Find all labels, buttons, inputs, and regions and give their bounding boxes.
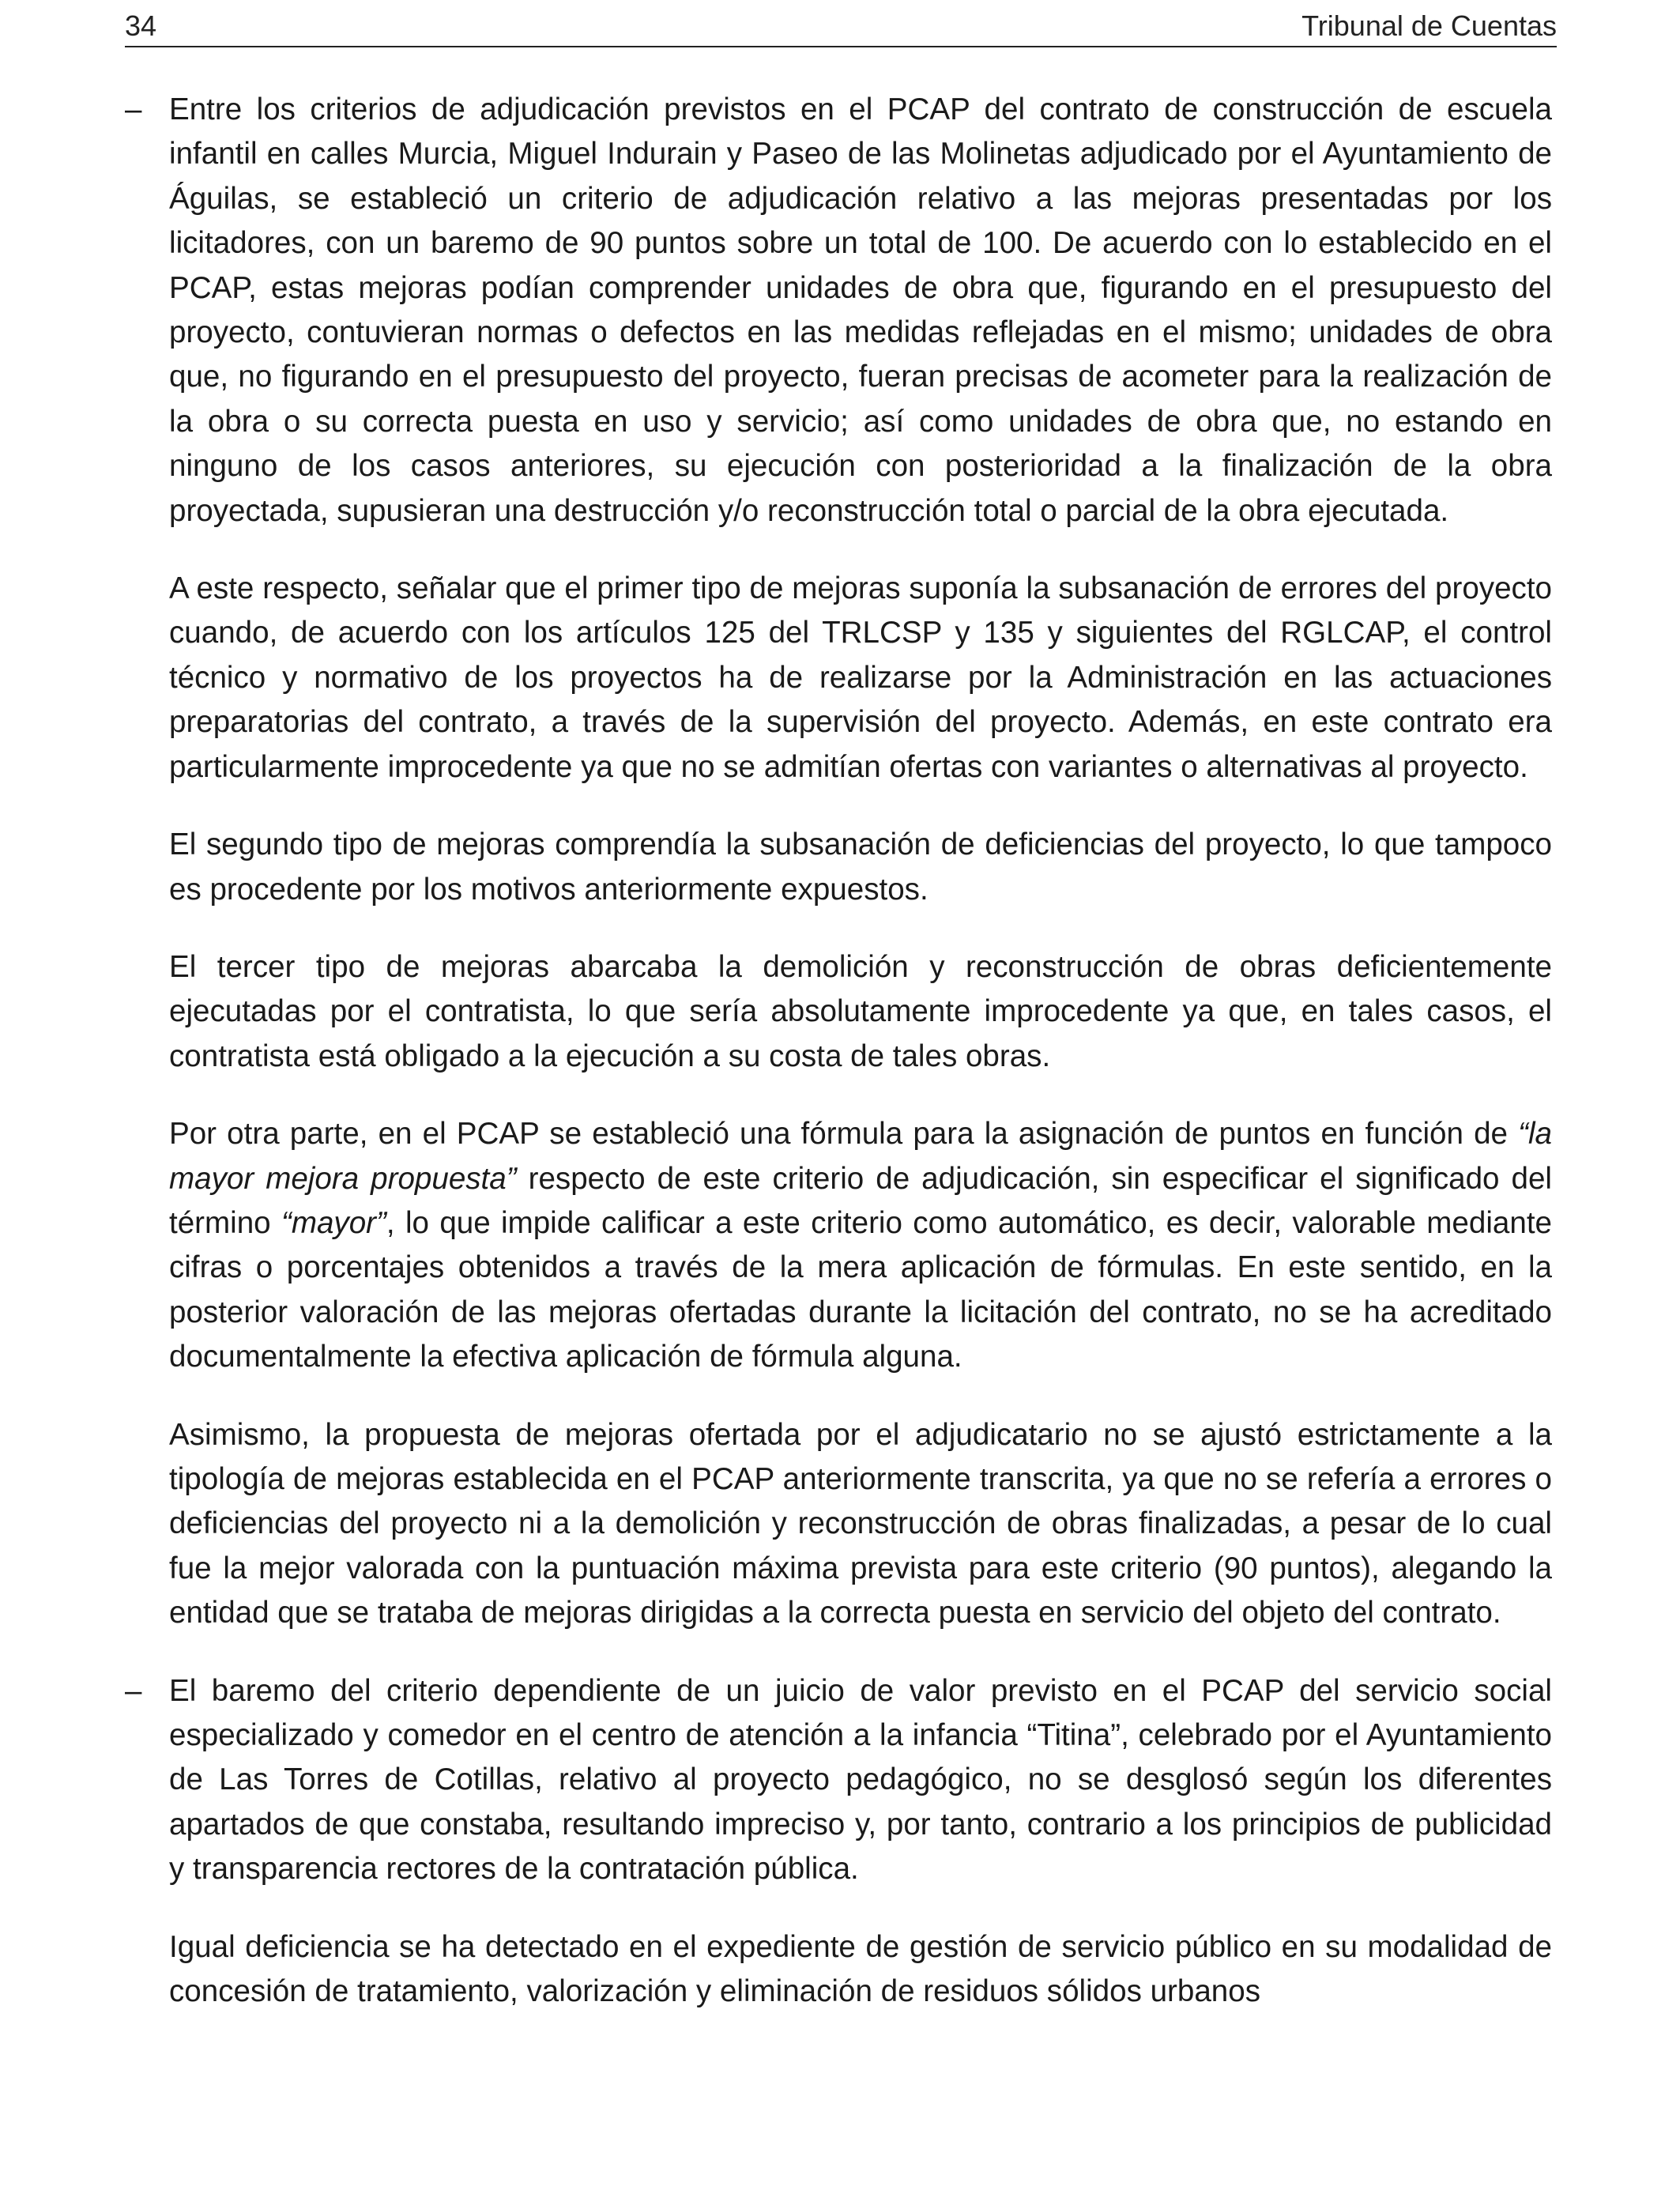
publisher-name: Tribunal de Cuentas (1301, 9, 1557, 42)
dash-bullet-icon: – (125, 1673, 142, 1708)
dash-bullet-icon: – (125, 92, 142, 126)
page-number: 34 (125, 9, 157, 42)
paragraph-formula (169, 1112, 1552, 1379)
bullet-item-text: Entre los criterios de adjudicación previstos en el PCAP del contrato de construcción de escuela infantil en calles Murcia, Miguel Indurain y Paseo de las Molinetas adjudicado por el Ayuntamiento de Águilas, se estableció un criterio de adjudicación relativo a las mejoras presentadas por los licitadores, con un baremo de 90 puntos sobre un total de 100. De acuerdo con lo establecido en el PCAP, estas mejoras podían comprender unidades de obra que, figurando en el presupuesto del proyecto, contuvieran normas o defectos en las medidas reflejadas en el mismo; unidades de obra que, no figurando en el presupuesto del proyecto, fueran precisas de acometer para la realización de la obra o su correcta puesta en uso y servicio; así como unidades de obra que, no estando en ninguno de los casos anteriores, su ejecución con posterioridad a la finalización de la obra proyectada, supusieran una destrucción y/o reconstrucción total o parcial de la obra ejecutada. (169, 92, 1552, 528)
paragraph-text: , lo que impide calificar a este criterio como automático, es decir, valorable mediante cifras o porcentajes obtenidos a través de la mera aplicación de fórmulas. En este sentido, en la posterior valoración de las mejoras ofertadas durante la licitación del contrato, no se ha acreditado documentalmente la efectiva aplicación de fórmula alguna. (169, 1205, 1552, 1374)
quoted-italic-term: “mayor” (281, 1205, 386, 1240)
page-header (125, 6, 1557, 47)
paragraph: El tercer tipo de mejoras abarcaba la demolición y reconstrucción de obras deficientemente ejecutadas por el contratista, lo que sería absolutamente improcedente ya que, en tales casos, el contratista está obligado a la ejecución a su costa de tales obras. (169, 949, 1552, 1073)
bullet-item-1 (125, 88, 1552, 533)
paragraph: El segundo tipo de mejoras comprendía la subsanación de deficiencias del proyecto, lo que tampoco es procedente por los motivos anteriormente expuestos. (169, 827, 1552, 907)
paragraph-text: Por otra parte, en el PCAP se estableció una fórmula para la asignación de puntos en función de (169, 1117, 1519, 1152)
paragraph: Asimismo, la propuesta de mejoras ofertada por el adjudicatario no se ajustó estrictamente a la tipología de mejoras establecida en el PCAP anteriormente transcrita, ya que no se refería a errores o deficiencias del proyecto ni a la demolición y reconstrucción de obras finalizadas, a pesar de lo cual fue la mejor valorada con la puntuación máxima prevista para este criterio (90 puntos), alegando la entidad que se trataba de mejoras dirigidas a la correcta puesta en servicio del objeto del contrato. (169, 1417, 1552, 1630)
bullet-item-2 (125, 1669, 1552, 1892)
paragraph: Igual deficiencia se ha detectado en el expediente de gestión de servicio público en su modalidad de concesión de tratamiento, valorización y eliminación de residuos sólidos urbanos (169, 1929, 1552, 2009)
bullet-item-text: El baremo del criterio dependiente de un juicio de valor previsto en el PCAP del servicio social especializado y comedor en el centro de atención a la infancia “Titina”, celebrado por el Ayuntamiento de Las Torres de Cotillas, relativo al proyecto pedagógico, no se desglosó según los diferentes apartados de que constaba, resultando impreciso y, por tanto, contrario a los principios de publicidad y transparencia rectores de la contratación pública. (169, 1673, 1552, 1887)
page-body (125, 88, 1552, 2047)
quoted-italic-term: “la mayor mejora propuesta” (169, 1117, 1552, 1196)
paragraph: A este respecto, señalar que el primer tipo de mejoras suponía la subsanación de errores del proyecto cuando, de acuerdo con los artículos 125 del TRLCSP y 135 y siguientes del RGLCAP, el control técnico y normativo de los proyectos ha de realizarse por la Administración en las actuaciones preparatorias del contrato, a través de la supervisión del proyecto. Además, en este contrato era particularmente improcedente ya que no se admitían ofertas con variantes o alternativas al proyecto. (169, 571, 1552, 784)
paragraph-text: respecto de este criterio de adjudicación, sin especificar el significado del término (169, 1161, 1552, 1240)
